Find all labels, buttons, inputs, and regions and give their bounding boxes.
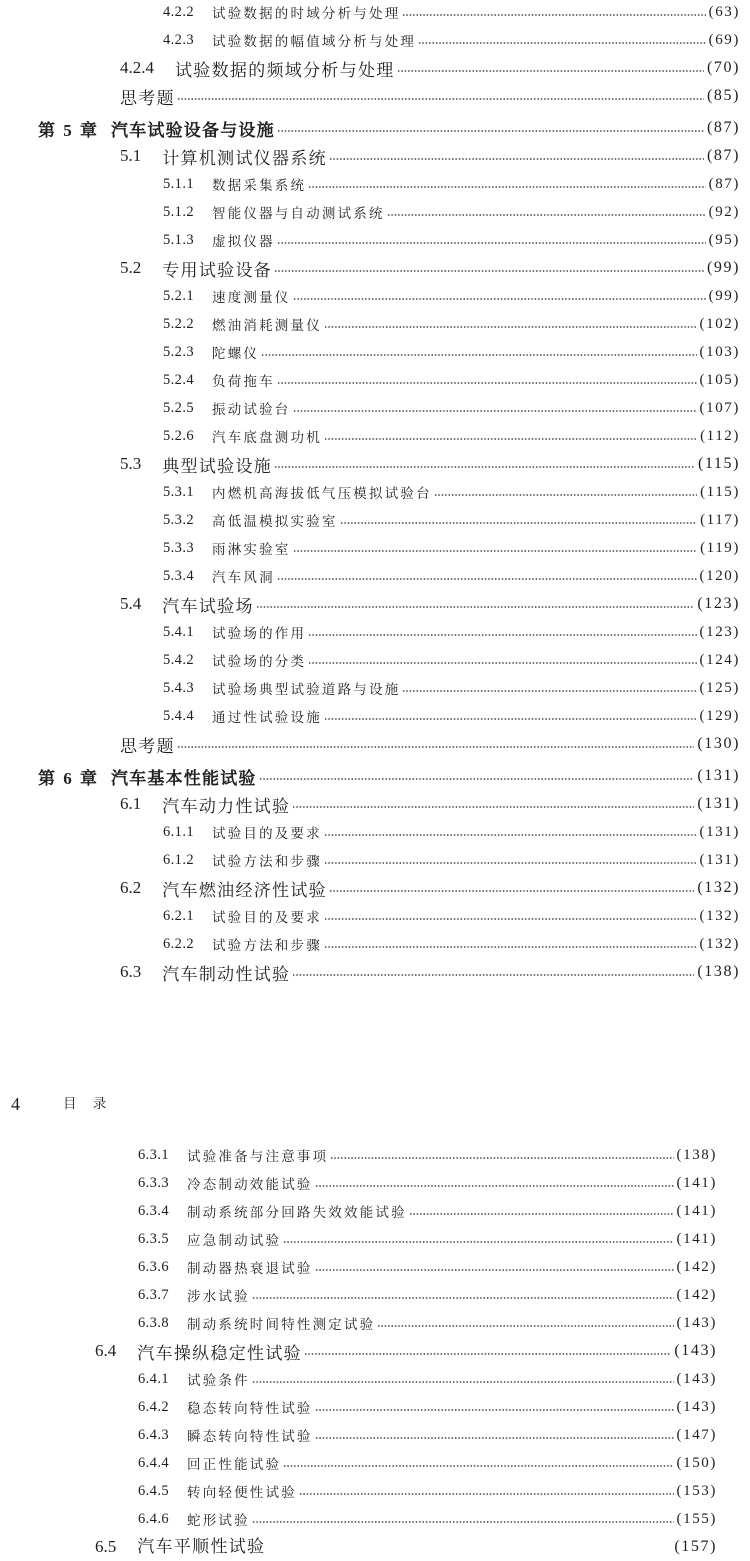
entry-title: 高低温模拟实验室 [212,514,338,530]
dot-leader [261,338,696,366]
page-number: (143) [674,1342,717,1359]
dot-leader [324,702,697,730]
toc-subsection-entry [0,562,740,590]
toc-subsection-entry [0,1309,717,1337]
entry-title: 试验场的分类 [212,654,307,670]
page-number: (99) [708,287,740,304]
toc-subsection-entry [0,198,740,226]
entry-title: 振动试验台 [212,402,291,418]
entry-title: 专用试验设备 [162,260,273,281]
dot-leader [308,170,705,198]
section-number: 6.3 [120,962,142,981]
page-number: (92) [708,203,740,220]
page-number: (153) [676,1482,717,1499]
page-number: (112) [700,427,740,444]
subsection-number: 5.2.2 [163,315,194,332]
entry-title: 汽车试验场 [162,596,254,617]
dot-leader [329,874,694,902]
subsection-number: 4.2.3 [163,31,194,48]
subsection-number: 5.3.1 [163,483,194,500]
toc-subsection-entry [0,282,740,310]
chapter-label: 第 5 章 [38,120,97,140]
page-number: (85) [706,87,740,104]
entry-title: 制动器热衰退试验 [187,1261,313,1277]
toc-section-entry [0,790,740,818]
toc-subsection-entry [0,170,740,198]
section-number: 5.4 [120,594,142,613]
dot-leader [397,54,704,82]
toc-subsection-entry [0,226,740,254]
subsection-number: 5.2.1 [163,287,194,304]
page-number: (105) [699,371,740,388]
entry-title: 试验条件 [187,1373,250,1389]
dot-leader [283,1449,673,1477]
toc-subsection-entry [0,1365,717,1393]
entry-title: 试验数据的时域分析与处理 [212,6,401,22]
page-number: (102) [699,315,740,332]
entry-title: 试验场的作用 [212,626,307,642]
subsection-number: 5.2.3 [163,343,194,360]
entry-title: 试验方法和步骤 [212,938,322,954]
entry-title: 通过性试验设施 [212,710,322,726]
toc-subsection-entry [0,0,740,26]
page-number: (155) [676,1510,717,1527]
subsection-number: 6.2.1 [163,907,194,924]
toc-section-entry [0,1533,717,1557]
dot-leader [315,1421,674,1449]
page-number: (63) [708,3,740,20]
entry-title: 试验方法和步骤 [212,854,322,870]
toc-section-entry [0,450,740,478]
subsection-number: 6.2.2 [163,935,194,952]
entry-title: 数据采集系统 [212,178,307,194]
subsection-number: 6.4.1 [138,1370,169,1387]
dot-leader [418,26,706,54]
entry-title: 虚拟仪器 [212,234,275,250]
entry-title: 速度测量仪 [212,290,291,306]
page-number: (143) [676,1314,717,1331]
entry-title: 汽车基本性能试验 [111,768,257,789]
toc-subsection-entry [0,1169,717,1197]
page-number: (103) [699,343,740,360]
page-number: (120) [699,567,740,584]
dot-leader [267,1533,671,1546]
page-number: (99) [706,259,740,276]
toc-lower-page [0,1141,717,1557]
page-number: (141) [676,1230,717,1247]
entry-title: 试验场典型试验道路与设施 [212,682,401,698]
entry-title: 思考题 [120,88,175,109]
toc-subsection-entry [0,338,740,366]
page-number: (123) [697,595,740,612]
entry-title: 冷态制动效能试验 [187,1177,313,1193]
page-number: (150) [676,1454,717,1471]
subsection-number: 6.4.3 [138,1426,169,1443]
page-number: (132) [699,907,740,924]
page-number: (138) [676,1146,717,1163]
page-number: (130) [697,735,740,752]
section-number: 6.5 [95,1537,117,1556]
page-number: (69) [708,31,740,48]
dot-leader [274,450,695,478]
dot-leader [324,310,697,338]
entry-title: 制动系统时间特性测定试验 [187,1317,376,1333]
toc-section-entry [0,142,740,170]
dot-leader [324,902,697,930]
entry-title: 瞬态转向特性试验 [187,1429,313,1445]
toc-subsection-entry [0,1197,717,1225]
entry-title: 计算机测试仪器系统 [162,148,327,169]
subsection-number: 6.4.6 [138,1510,169,1527]
dot-leader [293,534,698,562]
dot-leader [434,478,697,506]
subsection-number: 5.1.1 [163,175,194,192]
subsection-number: 5.2.4 [163,371,194,388]
entry-title: 汽车试验设备与设施 [111,120,275,141]
entry-title: 制动系统部分回路失效效能试验 [187,1205,407,1221]
page-number: (87) [706,147,740,164]
entry-title: 汽车操纵稳定性试验 [137,1343,302,1364]
page-number: (129) [699,707,740,724]
subsection-number: 6.4.2 [138,1398,169,1415]
toc-section-entry [0,590,740,618]
entry-title: 燃油消耗测量仪 [212,318,322,334]
page-number: (132) [699,935,740,952]
toc-subsection-entry [0,902,740,930]
subsection-number: 6.4.4 [138,1454,169,1471]
entry-title: 典型试验设施 [162,456,273,477]
page-number: (87) [708,175,740,192]
subsection-number: 6.1.2 [163,851,194,868]
dot-leader [277,366,697,394]
dot-leader [292,958,694,986]
subsection-number: 5.3.4 [163,567,194,584]
subsection-number: 5.4.3 [163,679,194,696]
subsection-number: 5.1.2 [163,203,194,220]
subsection-number: 6.3.4 [138,1202,169,1219]
page-number: (142) [676,1258,717,1275]
page-number: (70) [706,59,740,76]
dot-leader [402,0,705,24]
entry-title: 稳态转向特性试验 [187,1401,313,1417]
dot-leader [315,1393,674,1421]
section-number: 5.3 [120,454,142,473]
section-number: 5.2 [120,258,142,277]
dot-leader [277,226,706,254]
entry-title: 汽车动力性试验 [162,796,291,817]
dot-leader [252,1365,674,1393]
subsection-number: 5.4.4 [163,707,194,724]
page-number: (123) [699,623,740,640]
dot-leader [315,1169,674,1197]
toc-subsection-entry [0,1477,717,1505]
subsection-number: 5.2.5 [163,399,194,416]
subsection-number: 6.1.1 [163,823,194,840]
page-folio-number: 4 [11,1094,20,1114]
entry-title: 内燃机高海拔低气压模拟试验台 [212,486,432,502]
toc-subsection-entry [0,1253,717,1281]
toc-subsection-entry [0,366,740,394]
page-number: (107) [699,399,740,416]
page-number: (119) [700,539,740,556]
dot-leader [409,1197,674,1225]
toc-subsection-entry [0,310,740,338]
toc-review-entry [0,82,740,110]
subsection-number: 6.4.5 [138,1482,169,1499]
entry-title: 汽车制动性试验 [162,964,291,985]
subsection-number: 5.4.1 [163,623,194,640]
page-number: (141) [676,1174,717,1191]
dot-leader [177,730,694,758]
toc-section-entry [0,54,740,82]
dot-leader [177,82,704,110]
entry-title: 陀螺仪 [212,346,260,362]
dot-leader [283,1225,673,1253]
toc-subsection-entry [0,422,740,450]
section-number: 5.1 [120,146,142,165]
section-number: 6.4 [95,1341,117,1360]
page-number: (143) [676,1370,717,1387]
entry-title: 试验目的及要求 [212,910,322,926]
toc-subsection-entry [0,702,740,730]
toc-subsection-entry [0,1141,717,1169]
dot-leader [324,818,697,846]
running-title: 目 录 [63,1096,107,1112]
page-number: (147) [676,1426,717,1443]
entry-title: 汽车燃油经济性试验 [162,880,327,901]
dot-leader [324,846,697,874]
toc-subsection-entry [0,26,740,54]
page-number: (143) [676,1398,717,1415]
chapter-label: 第 6 章 [38,768,97,788]
toc-subsection-entry [0,1225,717,1253]
dot-leader [329,142,704,170]
page-number: (115) [700,483,740,500]
subsection-number: 5.1.3 [163,231,194,248]
page-number: (131) [697,767,740,784]
page-number: (87) [706,119,740,136]
toc-subsection-entry [0,1393,717,1421]
page-number: (132) [697,879,740,896]
subsection-number: 6.3.5 [138,1230,169,1247]
subsection-number: 5.4.2 [163,651,194,668]
dot-leader [324,422,697,450]
page-number: (131) [697,795,740,812]
page-number: (141) [676,1202,717,1219]
dot-leader [304,1337,671,1365]
page-number: (117) [700,511,740,528]
dot-leader [308,646,696,674]
subsection-number: 5.3.3 [163,539,194,556]
dot-leader [402,674,696,702]
toc-section-entry [0,1337,717,1365]
toc-subsection-entry [0,674,740,702]
entry-title: 汽车风洞 [212,570,275,586]
entry-title: 回正性能试验 [187,1457,282,1473]
page-number: (142) [676,1286,717,1303]
toc-subsection-entry [0,534,740,562]
dot-leader [252,1281,674,1309]
toc-review-entry [0,730,740,758]
toc-subsection-entry [0,618,740,646]
entry-title: 雨淋实验室 [212,542,291,558]
page-number: (115) [697,455,740,472]
subsection-number: 6.3.3 [138,1174,169,1191]
toc-section-entry [0,958,740,986]
page-number: (131) [699,823,740,840]
page-number: (95) [708,231,740,248]
entry-title: 汽车平顺性试验 [137,1537,266,1557]
subsection-number: 6.3.6 [138,1258,169,1275]
toc-subsection-entry [0,1449,717,1477]
section-number: 6.2 [120,878,142,897]
toc-chapter-entry [0,114,740,142]
subsection-number: 4.2.2 [163,3,194,20]
dot-leader [277,114,704,142]
dot-leader [252,1505,674,1533]
toc-subsection-entry [0,1421,717,1449]
entry-title: 试验目的及要求 [212,826,322,842]
dot-leader [340,506,697,534]
page-number: (124) [699,651,740,668]
entry-title: 智能仪器与自动测试系统 [212,206,385,222]
toc-section-entry [0,254,740,282]
entry-title: 转向轻便性试验 [187,1485,297,1501]
dot-leader [324,930,697,958]
toc-subsection-entry [0,1281,717,1309]
dot-leader [315,1253,674,1281]
dot-leader [330,1141,673,1169]
page-number: (125) [699,679,740,696]
subsection-number: 6.3.8 [138,1314,169,1331]
toc-subsection-entry [0,506,740,534]
dot-leader [377,1309,673,1337]
section-number: 6.1 [120,794,142,813]
toc-section-entry [0,874,740,902]
dot-leader [259,762,695,790]
entry-title: 汽车底盘测功机 [212,430,322,446]
toc-chapter-entry [0,762,740,790]
toc-subsection-entry [0,1505,717,1533]
toc-subsection-entry [0,394,740,422]
entry-title: 蛇形试验 [187,1513,250,1529]
entry-title: 思考题 [120,736,175,757]
entry-title: 试验数据的幅值域分析与处理 [212,34,417,50]
entry-title: 应急制动试验 [187,1233,282,1249]
section-number: 4.2.4 [120,58,154,77]
page-number: (157) [674,1538,717,1555]
toc-subsection-entry [0,478,740,506]
toc-subsection-entry [0,818,740,846]
page-number: (131) [699,851,740,868]
dot-leader [256,590,695,618]
dot-leader [277,562,697,590]
entry-title: 试验准备与注意事项 [187,1149,329,1165]
subsection-number: 5.3.2 [163,511,194,528]
dot-leader [293,282,706,310]
subsection-number: 6.3.1 [138,1146,169,1163]
subsection-number: 6.3.7 [138,1286,169,1303]
dot-leader [274,254,704,282]
entry-title: 试验数据的频域分析与处理 [175,60,395,81]
page-number: (138) [697,963,740,980]
page-header [0,1092,750,1116]
toc-subsection-entry [0,646,740,674]
entry-title: 涉水试验 [187,1289,250,1305]
dot-leader [308,618,696,646]
dot-leader [292,790,694,818]
toc-subsection-entry [0,930,740,958]
toc-subsection-entry [0,846,740,874]
dot-leader [387,198,706,226]
dot-leader [299,1477,674,1505]
entry-title: 负荷拖车 [212,374,275,390]
dot-leader [293,394,697,422]
subsection-number: 5.2.6 [163,427,194,444]
